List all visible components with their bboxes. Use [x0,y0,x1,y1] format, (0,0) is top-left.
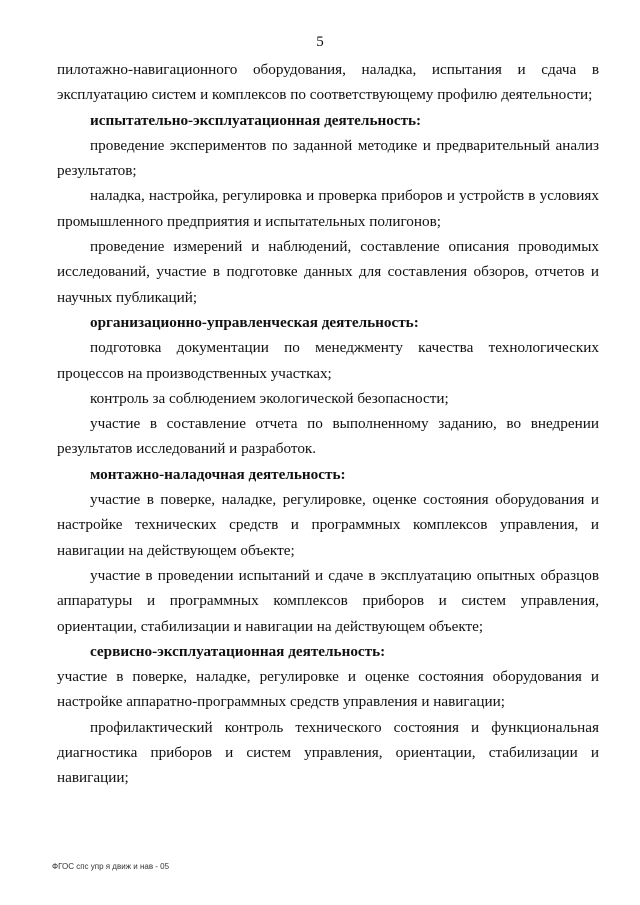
document-body [57,57,599,791]
section-heading: монтажно-наладочная деятельность: [90,465,346,483]
paragraph: подготовка документации по менеджменту качества технологических процессов на производственных участках; [57,339,599,382]
paragraph: пилотажно-навигационного оборудования, наладка, испытания и сдача в эксплуатацию систем и комплексов по соответствующему профилю деятельности; [57,61,599,104]
paragraph: участие в поверке, наладке, регулировке и оценке состояния оборудования и настройке аппаратно-программных средств управления и навигации; [57,668,599,711]
section-heading: сервисно-эксплуатационная деятельность: [90,642,386,660]
paragraph: профилактический контроль технического состояния и функциональная диагностика приборов и систем управления, ориентации, стабилизации и навигации; [57,718,599,787]
paragraph: участие в проведении испытаний и сдаче в эксплуатацию опытных образцов аппаратуры и программных комплексов приборов и систем управления, ориентации, стабилизации и навигации на действующем объекте; [57,566,599,635]
paragraph: проведение экспериментов по заданной методике и предварительный анализ результатов; [57,136,599,180]
section-heading: испытательно-эксплуатационная деятельность: [90,111,422,129]
paragraph: участие в поверке, наладке, регулировке, оценке состояния оборудования и настройке технических средств и программных комплексов управления, и навигации на действующем объекте; [57,491,599,559]
paragraph: контроль за соблюдением экологической безопасности; [90,389,449,407]
section-heading: организационно-управленческая деятельность: [90,313,419,331]
footer-code: ФГОС спс упр я движ и нав - 05 [52,862,170,871]
paragraph: проведение измерений и наблюдений, составление описания проводимых исследований, участие в подготовке данных для составления обзоров, отчетов и научных публикаций; [57,238,599,306]
paragraph: участие в составление отчета по выполненному заданию, во внедрении результатов исследований и разработок. [57,415,599,458]
page-number: 5 [316,34,324,50]
paragraph: наладка, настройка, регулировка и проверка приборов и устройств в условиях промышленного предприятия и испытательных полигонов; [57,187,599,230]
